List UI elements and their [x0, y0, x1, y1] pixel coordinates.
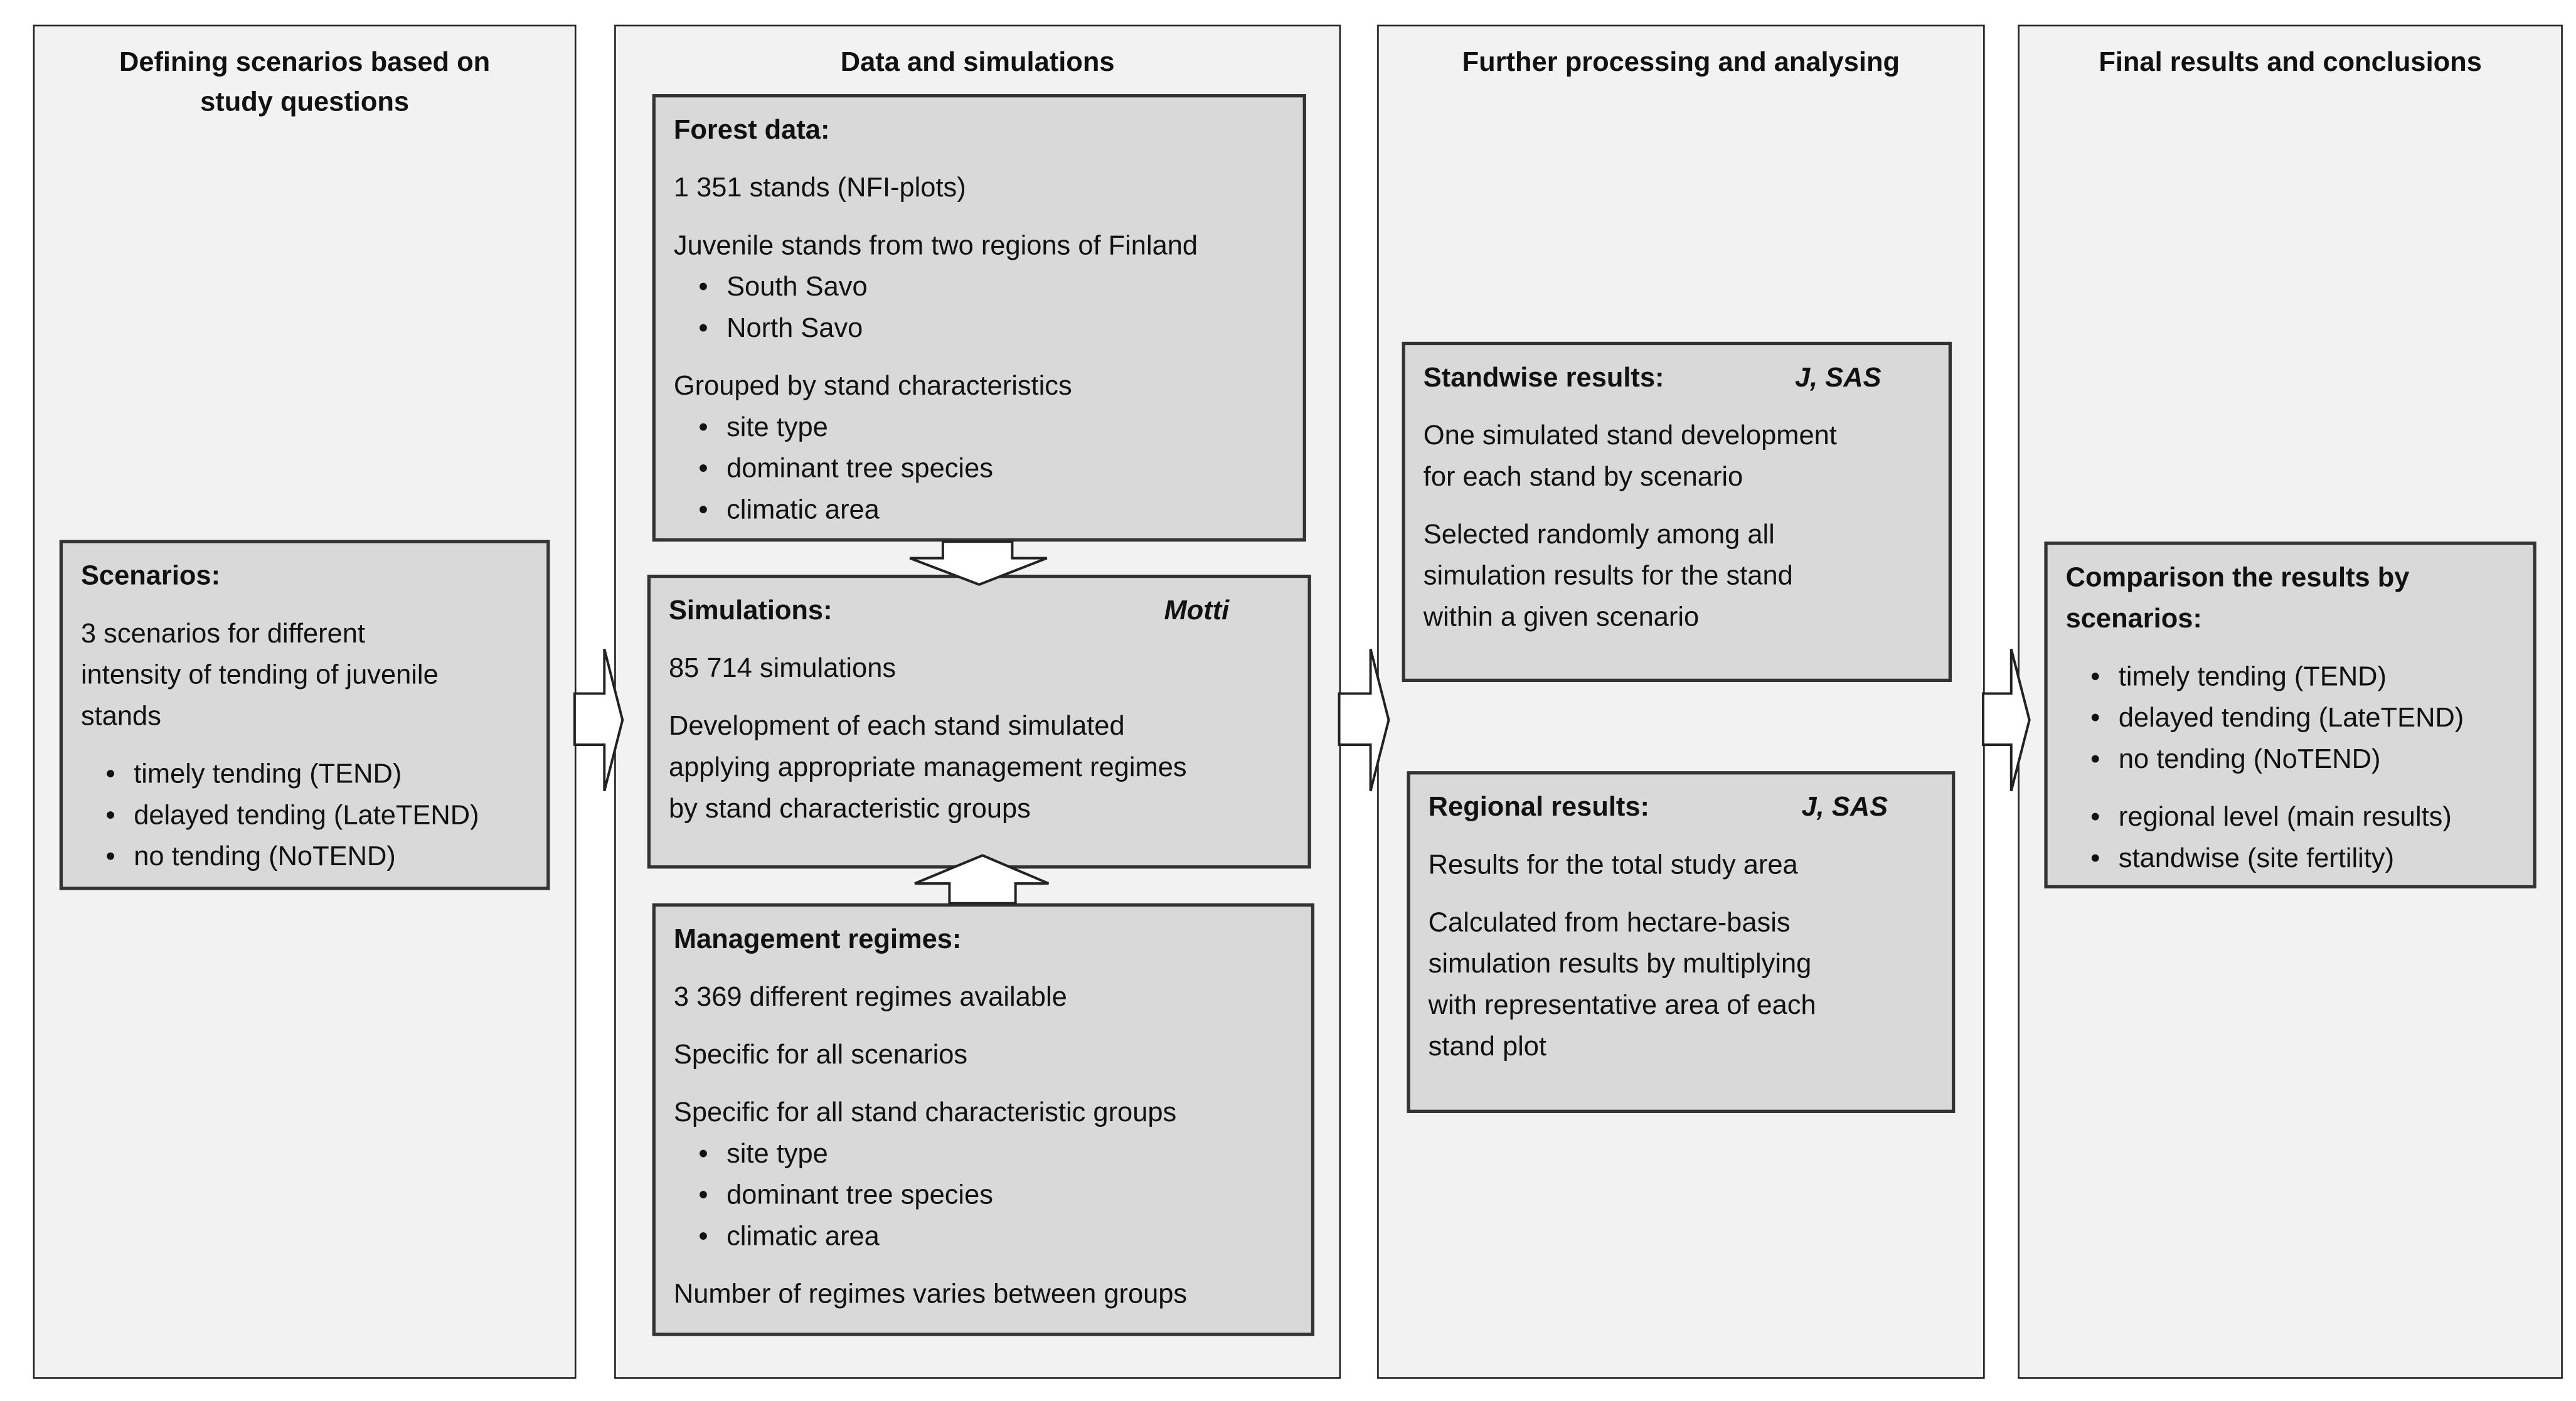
box-title	[2066, 558, 2517, 641]
right-arrow-icon	[1983, 649, 2031, 791]
title-text: Regional results:	[1428, 792, 1650, 823]
box-text	[81, 614, 530, 738]
text-line: simulation results for the stand	[1423, 561, 1793, 592]
up-arrow-icon	[915, 855, 1050, 903]
bullet-list	[674, 267, 1286, 350]
box-text: Juvenile stands from two regions of Finland	[673, 231, 1198, 261]
list-item: • dominant tree species	[726, 449, 1286, 491]
box-text	[669, 706, 1291, 830]
column-header: Data and simulations	[840, 48, 1115, 78]
title-line: scenarios:	[2065, 604, 2202, 634]
box-text	[1424, 515, 1932, 639]
scenarios-box	[60, 540, 550, 890]
list-item: • dominant tree species	[726, 1176, 1294, 1217]
text-line: Development of each stand simulated	[668, 711, 1125, 742]
comparison-box	[2044, 541, 2536, 888]
forest-data-box	[652, 94, 1306, 541]
text-line: applying appropriate management regimes	[668, 753, 1187, 783]
list-item: • standwise (site fertility)	[2119, 839, 2516, 880]
list-item: • site type	[726, 1134, 1294, 1176]
box-text: 3 369 different regimes available	[673, 983, 1067, 1013]
text-line: One simulated stand development	[1423, 421, 1837, 451]
box-title: Forest data:	[673, 115, 830, 146]
box-title	[1429, 787, 1935, 829]
tool-label: Motti	[1164, 596, 1230, 626]
right-arrow-icon	[575, 649, 624, 791]
management-regimes-box	[652, 903, 1314, 1336]
box-text: Specific for all scenarios	[673, 1040, 968, 1070]
column-processing	[1377, 24, 1985, 1378]
text-line: intensity of tending of juvenile	[80, 660, 439, 691]
bullet-list	[674, 1134, 1295, 1258]
down-arrow-icon	[910, 541, 1048, 586]
tool-label: J, SAS	[1794, 363, 1881, 393]
list-item: • site type	[726, 408, 1286, 449]
title-line: Comparison the results by	[2065, 563, 2410, 593]
box-text: Number of regimes varies between groups	[673, 1279, 1188, 1310]
box-text	[1429, 903, 1935, 1068]
title-text: Standwise results:	[1423, 363, 1664, 393]
tool-label: J, SAS	[1801, 792, 1888, 823]
text-line: by stand characteristic groups	[668, 794, 1031, 824]
box-title: Management regimes:	[673, 924, 962, 955]
list-item: • climatic area	[726, 1217, 1294, 1259]
box-text	[1424, 416, 1932, 499]
text-line: simulation results by multiplying	[1428, 949, 1812, 979]
column-header: Further processing and analysing	[1462, 48, 1900, 78]
bullet-list	[674, 408, 1286, 531]
text-line: for each stand by scenario	[1423, 462, 1743, 493]
box-text: Results for the total study area	[1428, 850, 1798, 880]
text-line: with representative area of each	[1428, 991, 1816, 1021]
simulations-box	[647, 575, 1311, 868]
list-item: • South Savo	[726, 267, 1286, 309]
list-item: • no tending (NoTEND)	[134, 837, 530, 878]
header-line: Defining scenarios based on	[119, 48, 491, 78]
text-line: Selected randomly among all	[1423, 520, 1775, 550]
box-title: Scenarios:	[80, 561, 221, 592]
text-line: stands	[80, 701, 161, 732]
box-title	[1424, 358, 1932, 400]
box-text: 1 351 stands (NFI-plots)	[673, 173, 966, 203]
column-header	[35, 43, 575, 122]
box-text: 85 714 simulations	[668, 654, 897, 684]
list-item: • delayed tending (LateTEND)	[2119, 698, 2516, 740]
box-text: Grouped by stand characteristics	[673, 371, 1072, 402]
right-arrow-icon	[1339, 649, 1391, 791]
list-item: • timely tending (TEND)	[2119, 658, 2516, 699]
list-item: • regional level (main results)	[2119, 797, 2516, 839]
bullet-list	[2066, 797, 2517, 880]
text-line: Calculated from hectare-basis	[1428, 908, 1791, 938]
column-header: Final results and conclusions	[2099, 48, 2482, 78]
list-item: • climatic area	[726, 491, 1286, 532]
header-line: study questions	[200, 87, 410, 117]
bullet-list	[2066, 658, 2517, 781]
list-item: • North Savo	[726, 309, 1286, 350]
standwise-results-box	[1402, 342, 1952, 682]
list-item: • no tending (NoTEND)	[2119, 740, 2516, 781]
text-line: stand plot	[1428, 1032, 1547, 1062]
list-item: • delayed tending (LateTEND)	[134, 796, 530, 838]
text-line: 3 scenarios for different	[80, 619, 366, 649]
list-item: • timely tending (TEND)	[134, 755, 530, 796]
box-title	[669, 591, 1291, 632]
box-text: Specific for all stand characteristic groups	[673, 1098, 1177, 1128]
regional-results-box	[1407, 771, 1955, 1113]
text-line: within a given scenario	[1423, 602, 1700, 633]
bullet-list	[81, 755, 530, 878]
title-text: Simulations:	[668, 596, 833, 626]
